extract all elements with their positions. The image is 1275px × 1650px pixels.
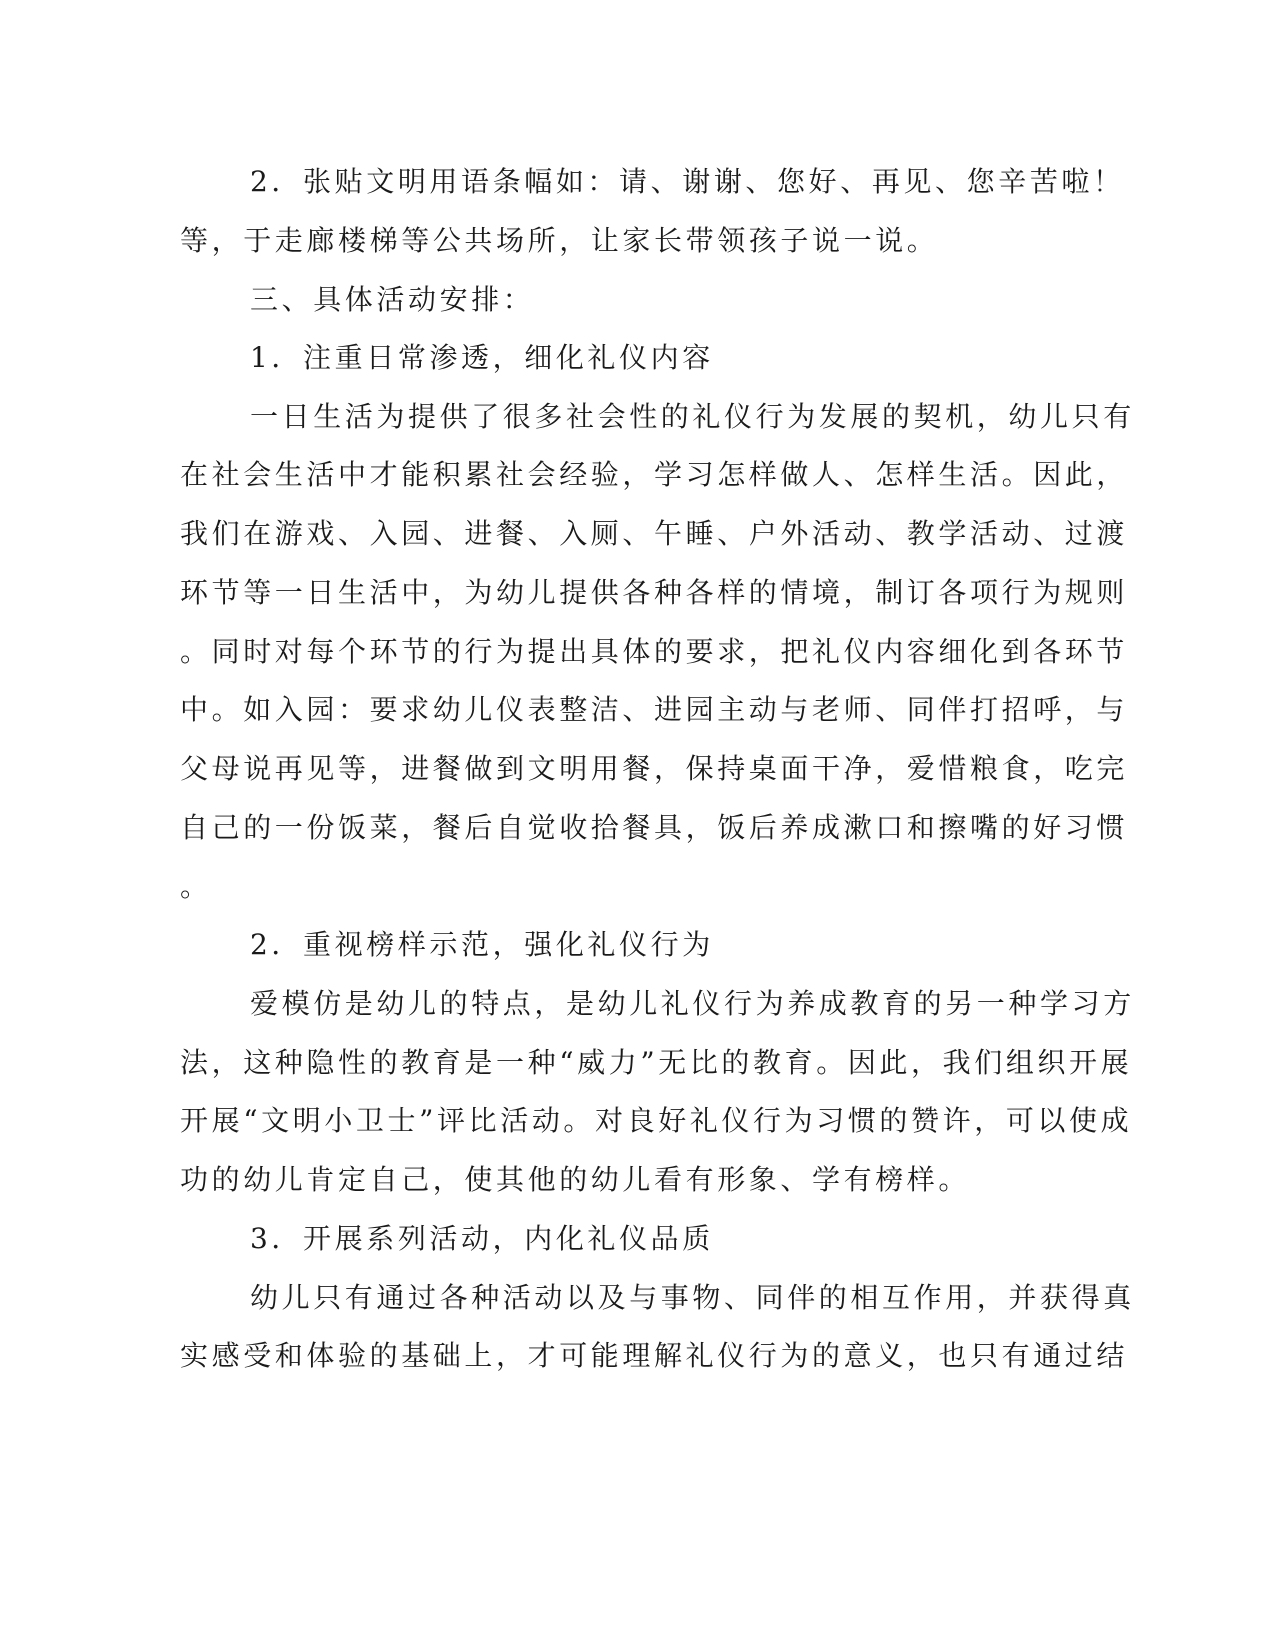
paragraph-line: 自己的一份饭菜，餐后自觉收拾餐具，饭后养成漱口和擦嘴的好习惯 [180,811,1129,844]
paragraph-line: 。 [180,870,212,903]
paragraph-line: 我们在游戏、入园、进餐、入厕、午睡、户外活动、教学活动、过渡 [180,517,1129,550]
paragraph-line: 实感受和体验的基础上，才可能理解礼仪行为的意义，也只有通过结 [180,1339,1129,1372]
paragraph-line: 开展“文明小卫士”评比活动。对良好礼仪行为习惯的赞许，可以使成 [180,1104,1133,1137]
subsection-heading: 1．注重日常渗透，细化礼仪内容 [250,341,714,374]
paragraph-line: 一日生活为提供了很多社会性的礼仪行为发展的契机，幼儿只有 [250,400,1135,433]
paragraph-line: 中。如入园：要求幼儿仪表整洁、进园主动与老师、同伴打招呼，与 [180,693,1129,726]
paragraph-line: 等，于走廊楼梯等公共场所，让家长带领孩子说一说。 [180,224,939,257]
subsection-heading: 3．开展系列活动，内化礼仪品质 [250,1222,714,1255]
paragraph-line: 在社会生活中才能积累社会经验，学习怎样做人、怎样生活。因此， [180,458,1129,491]
section-heading: 三、具体活动安排： [250,283,535,316]
paragraph-line: 环节等一日生活中，为幼儿提供各种各样的情境，制订各项行为规则 [180,576,1129,609]
paragraph-line: 爱模仿是幼儿的特点，是幼儿礼仪行为养成教育的另一种学习方 [250,987,1135,1020]
paragraph-line: 功的幼儿肯定自己，使其他的幼儿看有形象、学有榜样。 [180,1163,971,1196]
paragraph-line: 父母说再见等，进餐做到文明用餐，保持桌面干净，爱惜粮食，吃完 [180,752,1129,785]
paragraph-line: 幼儿只有通过各种活动以及与事物、同伴的相互作用，并获得真 [250,1281,1135,1314]
subsection-heading: 2．重视榜样示范，强化礼仪行为 [250,928,714,961]
paragraph-line: 2．张贴文明用语条幅如：请、谢谢、您好、再见、您辛苦啦！ [250,165,1125,198]
paragraph-line: 法，这种隐性的教育是一种“威力”无比的教育。因此，我们组织开展 [180,1046,1133,1079]
paragraph-line: 。同时对每个环节的行为提出具体的要求，把礼仪内容细化到各环节 [180,635,1129,668]
